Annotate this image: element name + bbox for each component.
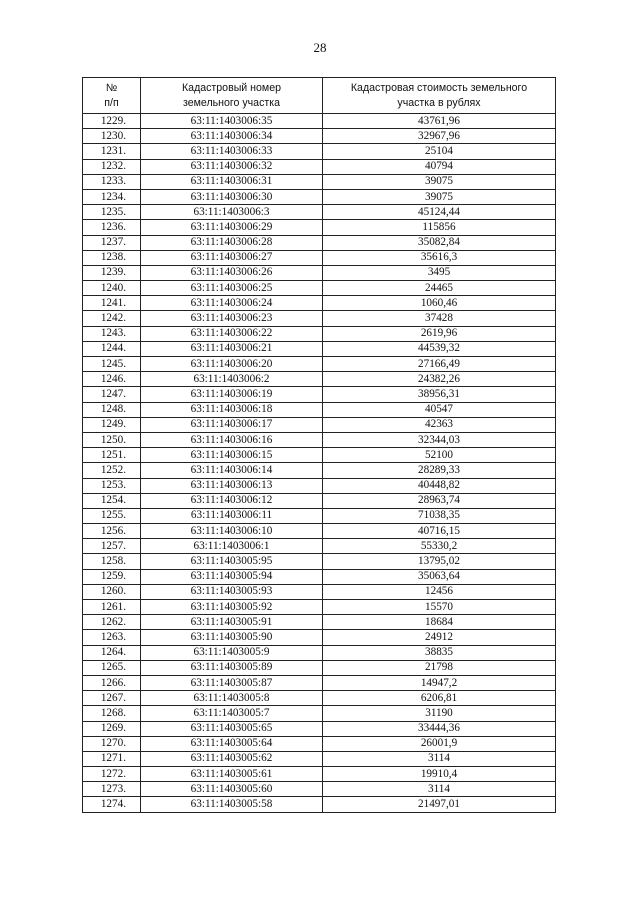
table-row [83,402,556,417]
cadastral-cost: 27166,49 [323,357,556,372]
row-number: 1260. [83,584,141,599]
cadastral-cost: 35063,64 [323,569,556,584]
table-row [83,417,556,432]
table-row [83,372,556,387]
header-cadastral-cost [323,78,556,114]
cadastral-number: 63:11:1403005:92 [141,600,323,615]
cadastral-cost: 55330,2 [323,539,556,554]
row-number: 1240. [83,281,141,296]
table-row [83,357,556,372]
table-row [83,767,556,782]
table-row [83,539,556,554]
table-row [83,114,556,129]
cadastral-number: 63:11:1403006:16 [141,432,323,447]
cadastral-cost: 6206,81 [323,691,556,706]
cadastral-number: 63:11:1403005:60 [141,782,323,797]
table-row [83,569,556,584]
header-row [83,78,556,114]
cadastral-number: 63:11:1403005:89 [141,660,323,675]
row-number: 1261. [83,600,141,615]
row-number: 1241. [83,296,141,311]
cadastral-number: 63:11:1403005:87 [141,675,323,690]
row-number: 1233. [83,174,141,189]
table-row [83,387,556,402]
cadastral-number: 63:11:1403006:22 [141,326,323,341]
header-cadastral-line1: Кадастровый номер [182,81,281,94]
cadastral-number: 63:11:1403005:7 [141,706,323,721]
table-row [83,341,556,356]
cadastral-number: 63:11:1403005:91 [141,615,323,630]
cadastral-cost: 28289,33 [323,463,556,478]
table-row [83,296,556,311]
cadastral-cost: 35616,3 [323,250,556,265]
cadastral-cost: 3495 [323,265,556,280]
cadastral-number: 63:11:1403005:9 [141,645,323,660]
cadastral-cost: 44539,32 [323,341,556,356]
header-cadastral-number [141,78,323,114]
cadastral-number: 63:11:1403005:90 [141,630,323,645]
row-number: 1242. [83,311,141,326]
cadastral-number: 63:11:1403006:18 [141,402,323,417]
cadastral-cost: 38835 [323,645,556,660]
cadastral-number: 63:11:1403006:28 [141,235,323,250]
cadastral-number: 63:11:1403006:13 [141,478,323,493]
table-row [83,205,556,220]
row-number: 1266. [83,675,141,690]
cadastral-number: 63:11:1403006:30 [141,189,323,204]
cadastral-cost: 45124,44 [323,205,556,220]
cadastral-number: 63:11:1403006:34 [141,129,323,144]
row-number: 1264. [83,645,141,660]
row-number: 1274. [83,797,141,812]
table-row [83,250,556,265]
table-row [83,721,556,736]
cadastral-cost: 25104 [323,144,556,159]
row-number: 1230. [83,129,141,144]
row-number: 1251. [83,448,141,463]
row-number: 1272. [83,767,141,782]
cadastral-cost: 43761,96 [323,114,556,129]
row-number: 1267. [83,691,141,706]
table-row [83,508,556,523]
cadastral-cost: 35082,84 [323,235,556,250]
row-number: 1231. [83,144,141,159]
cadastral-cost: 33444,36 [323,721,556,736]
row-number: 1236. [83,220,141,235]
cadastral-cost: 32967,96 [323,129,556,144]
cadastral-number: 63:11:1403006:23 [141,311,323,326]
row-number: 1262. [83,615,141,630]
table-row [83,174,556,189]
cadastral-number: 63:11:1403005:93 [141,584,323,599]
row-number: 1237. [83,235,141,250]
cadastral-cost: 40794 [323,159,556,174]
table-row [83,615,556,630]
cadastral-number: 63:11:1403006:17 [141,417,323,432]
row-number: 1273. [83,782,141,797]
table-row [83,797,556,812]
row-number: 1268. [83,706,141,721]
table-row [83,159,556,174]
table-row [83,584,556,599]
cadastral-number: 63:11:1403005:95 [141,554,323,569]
table-row [83,736,556,751]
cadastral-number: 63:11:1403006:32 [141,159,323,174]
row-number: 1259. [83,569,141,584]
header-cost-line1: Кадастровая стоимость земельного [350,81,528,94]
cadastral-cost: 71038,35 [323,508,556,523]
cadastral-cost: 21798 [323,660,556,675]
row-number: 1245. [83,357,141,372]
cadastral-cost: 21497,01 [323,797,556,812]
row-number: 1234. [83,189,141,204]
table-row [83,706,556,721]
cadastral-number: 63:11:1403005:64 [141,736,323,751]
cadastral-number: 63:11:1403006:35 [141,114,323,129]
cadastral-value-table [82,77,556,813]
table-row [83,432,556,447]
cadastral-cost: 15570 [323,600,556,615]
row-number: 1250. [83,432,141,447]
row-number: 1252. [83,463,141,478]
cadastral-number: 63:11:1403005:65 [141,721,323,736]
cadastral-number: 63:11:1403006:3 [141,205,323,220]
table-row [83,660,556,675]
row-number: 1270. [83,736,141,751]
row-number: 1271. [83,751,141,766]
cadastral-number: 63:11:1403006:12 [141,493,323,508]
cadastral-cost: 24465 [323,281,556,296]
row-number: 1256. [83,524,141,539]
cadastral-number: 63:11:1403006:15 [141,448,323,463]
cadastral-cost: 24912 [323,630,556,645]
cadastral-number: 63:11:1403005:61 [141,767,323,782]
table-row [83,751,556,766]
table-row [83,493,556,508]
cadastral-number: 63:11:1403006:27 [141,250,323,265]
header-number-line2: п/п [104,96,119,109]
cadastral-number: 63:11:1403006:21 [141,341,323,356]
header-cost-line2: участка в рублях [397,96,481,109]
cadastral-cost: 2619,96 [323,326,556,341]
cadastral-cost: 19910,4 [323,767,556,782]
table-row [83,463,556,478]
table-row [83,235,556,250]
cadastral-cost: 24382,26 [323,372,556,387]
cadastral-number: 63:11:1403006:1 [141,539,323,554]
row-number: 1246. [83,372,141,387]
row-number: 1265. [83,660,141,675]
cadastral-cost: 18684 [323,615,556,630]
row-number: 1253. [83,478,141,493]
row-number: 1247. [83,387,141,402]
header-number [83,78,141,114]
table-row [83,691,556,706]
cadastral-number: 63:11:1403006:20 [141,357,323,372]
table-row [83,265,556,280]
row-number: 1257. [83,539,141,554]
cadastral-number: 63:11:1403006:11 [141,508,323,523]
row-number: 1235. [83,205,141,220]
row-number: 1244. [83,341,141,356]
cadastral-number: 63:11:1403005:58 [141,797,323,812]
table-row [83,782,556,797]
cadastral-cost: 13795,02 [323,554,556,569]
cadastral-number: 63:11:1403006:31 [141,174,323,189]
table-row [83,281,556,296]
table-row [83,600,556,615]
table-row [83,524,556,539]
cadastral-cost: 31190 [323,706,556,721]
row-number: 1239. [83,265,141,280]
cadastral-cost: 32344,03 [323,432,556,447]
table-row [83,129,556,144]
table-row [83,554,556,569]
row-number: 1249. [83,417,141,432]
table-row [83,675,556,690]
table-row [83,630,556,645]
cadastral-number: 63:11:1403006:2 [141,372,323,387]
cadastral-cost: 12456 [323,584,556,599]
cadastral-number: 63:11:1403006:33 [141,144,323,159]
cadastral-number: 63:11:1403006:25 [141,281,323,296]
cadastral-number: 63:11:1403005:94 [141,569,323,584]
row-number: 1248. [83,402,141,417]
cadastral-cost: 39075 [323,189,556,204]
cadastral-number: 63:11:1403005:8 [141,691,323,706]
row-number: 1258. [83,554,141,569]
row-number: 1263. [83,630,141,645]
table-row [83,448,556,463]
cadastral-cost: 37428 [323,311,556,326]
cadastral-cost: 26001,9 [323,736,556,751]
cadastral-cost: 3114 [323,782,556,797]
cadastral-number: 63:11:1403006:24 [141,296,323,311]
table-row [83,645,556,660]
cadastral-cost: 115856 [323,220,556,235]
row-number: 1254. [83,493,141,508]
cadastral-number: 63:11:1403006:14 [141,463,323,478]
row-number: 1269. [83,721,141,736]
table-row [83,189,556,204]
cadastral-number: 63:11:1403006:10 [141,524,323,539]
header-cadastral-line2: земельного участка [183,96,280,109]
row-number: 1229. [83,114,141,129]
row-number: 1238. [83,250,141,265]
cadastral-cost: 40547 [323,402,556,417]
header-number-line1: № [105,81,118,94]
table-body [83,114,556,813]
table-header [83,78,556,114]
page-number: 28 [313,40,327,55]
row-number: 1255. [83,508,141,523]
table-row [83,144,556,159]
cadastral-cost: 14947,2 [323,675,556,690]
cadastral-cost: 52100 [323,448,556,463]
cadastral-cost: 42363 [323,417,556,432]
row-number: 1243. [83,326,141,341]
cadastral-cost: 39075 [323,174,556,189]
cadastral-cost: 28963,74 [323,493,556,508]
cadastral-number: 63:11:1403005:62 [141,751,323,766]
table-row [83,478,556,493]
cadastral-number: 63:11:1403006:19 [141,387,323,402]
cadastral-number: 63:11:1403006:26 [141,265,323,280]
cadastral-cost: 1060,46 [323,296,556,311]
table-row [83,311,556,326]
table-row [83,326,556,341]
cadastral-cost: 3114 [323,751,556,766]
cadastral-number: 63:11:1403006:29 [141,220,323,235]
cadastral-cost: 38956,31 [323,387,556,402]
row-number: 1232. [83,159,141,174]
table-row [83,220,556,235]
cadastral-cost: 40448,82 [323,478,556,493]
cadastral-cost: 40716,15 [323,524,556,539]
